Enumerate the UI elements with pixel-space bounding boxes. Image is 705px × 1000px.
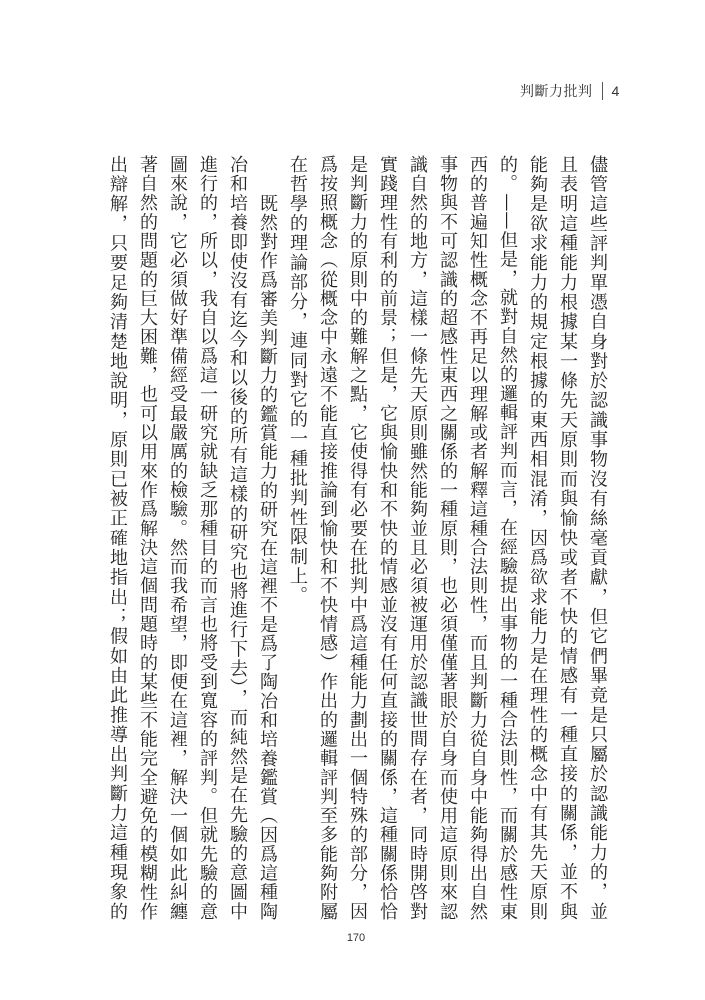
paragraph-end-column: 在哲學的理論部分，連同對它的一種批判性限制上。 bbox=[287, 155, 308, 606]
text-column: 儘管這些評判單憑自身對於認識事物沒有絲毫貢獻，但它們畢竟是只屬於認識能力的，並 bbox=[587, 155, 608, 920]
page-number: 170 bbox=[346, 932, 366, 944]
text-column: 著自然的問題的巨大困難，也可以用來作爲解決這個問題時的某些不能完全避免的模糊性作 bbox=[137, 155, 158, 920]
text-column: 事物與不可認識的超感性東西之關係的一種原則，也必須僅僅著眼於自身而使用這原則來認 bbox=[437, 155, 458, 920]
header-divider bbox=[602, 82, 603, 100]
paragraph-start-column: 既然對作爲審美判斷力的鑑賞能力的研究在這裡不是爲了陶冶和培養鑑賞（因爲這種陶 bbox=[257, 194, 278, 920]
running-head bbox=[520, 80, 619, 102]
text-column: 是判斷力的原則中的難解之點，它使得有必要在批判中爲這種能力劃出一個特殊的部分，因 bbox=[347, 155, 368, 920]
text-column: 爲按照概念（從概念中永遠不能直接推論到愉快和不快情感）作出的邏輯評判至多能夠附屬 bbox=[317, 155, 338, 920]
text-column: 西的普遍知性概念不再足以理解或者解釋這種合法則性，而且判斷力從自身中能夠得出自然 bbox=[467, 155, 488, 920]
text-column: 出辯解，只要足夠清楚地說明，原則已被正確地指出；假如由此推導出判斷力這種現象的 bbox=[107, 155, 128, 920]
text-column: 識自然的地方，這樣一條先天原則雖然能夠並且必須被運用於認識世間存在者，同時開啓對 bbox=[407, 155, 428, 920]
text-column: 實踐理性有利的前景；但是，它與愉快和不快的情感並沒有任何直接的關係，這種關係恰恰 bbox=[377, 155, 398, 920]
text-column: 的。——但是，就對自然的邏輯評判而言，在經驗提出事物的一種合法則性，而關於感性東 bbox=[497, 155, 518, 920]
chapter-number: 4 bbox=[611, 83, 620, 99]
book-title: 判斷力批判 bbox=[520, 83, 593, 99]
text-column: 且表明這種能力根據某一條先天原則而與愉快或者不快的情感有一種直接的關係，並不與 bbox=[557, 155, 578, 920]
text-column: 能夠是欲求能力的規定根據的東西相混淆，因爲欲求能力是在理性的概念中有其先天原則 bbox=[527, 155, 548, 920]
text-column: 冶和培養即使沒有迄今和以後的所有這樣的研究也將進行下去），而純然是在先驗的意圖中 bbox=[227, 155, 248, 920]
text-column: 圖來說，它必須做好準備經受最嚴厲的檢驗。然而我希望，即便在這裡，解決一個如此糾纏 bbox=[167, 155, 188, 920]
text-column: 進行的，所以，我自以爲這一研究就缺乏那種目的而言也將受到寬容的評判。但就先驗的意 bbox=[197, 155, 218, 920]
